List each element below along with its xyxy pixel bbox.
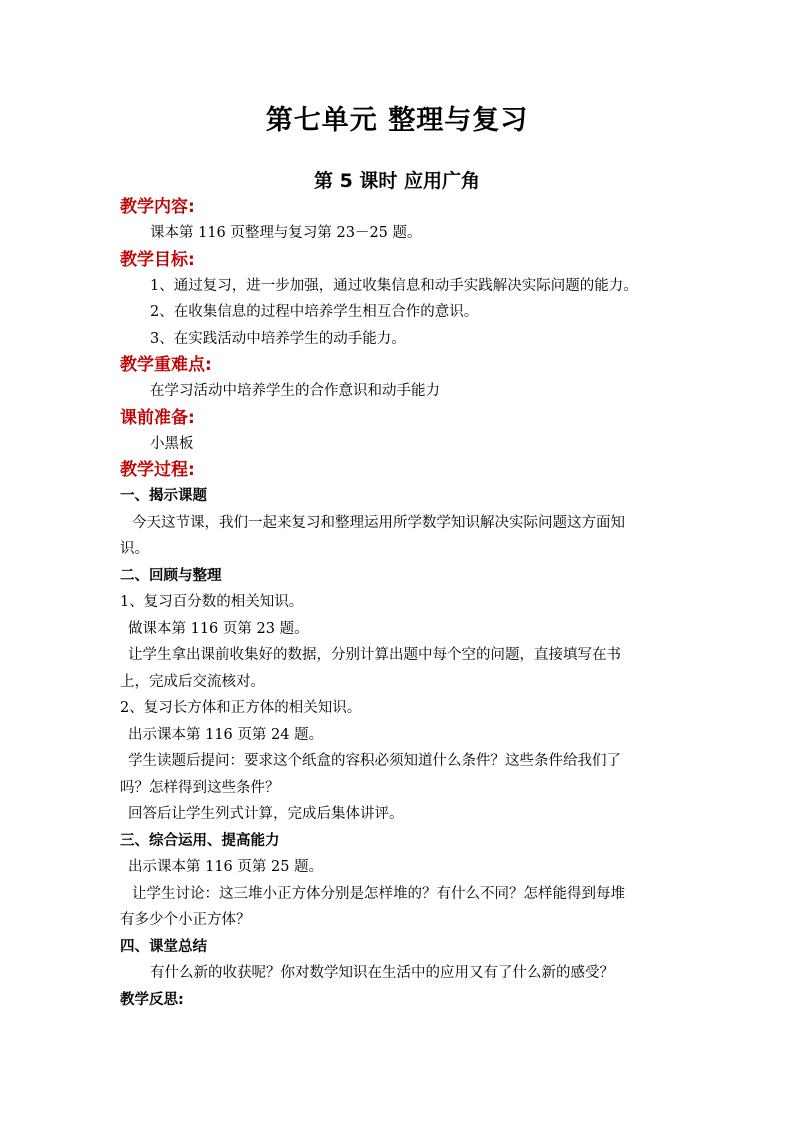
part2-item1-task: 做课本第 116 页第 23 题。 xyxy=(128,620,309,637)
preparation-heading: 课前准备: xyxy=(120,407,195,428)
part2-item2-task: 出示课本第 116 页第 24 题。 xyxy=(128,726,324,743)
key-points-text: 在学习活动中培养学生的合作意识和动手能力 xyxy=(150,383,440,399)
part4-title: 四、课堂总结 xyxy=(120,938,207,955)
goal-item: 1、通过复习，进一步加强，通过收集信息和动手实践解决实际问题的能力。 xyxy=(150,277,638,294)
teaching-content-text: 课本第 116 页整理与复习第 23－25 题。 xyxy=(150,225,422,241)
page-title: 第七单元 整理与复习 xyxy=(265,105,529,136)
part2-item2: 2、复习长方体和正方体的相关知识。 xyxy=(120,700,362,716)
part2-item1: 1、复习百分数的相关知识。 xyxy=(120,594,304,610)
reflection-heading: 教学反思: xyxy=(120,991,184,1008)
document-body xyxy=(120,194,680,1013)
part3-task: 出示课本第 116 页第 25 题。 xyxy=(128,859,324,875)
process-heading: 教学过程: xyxy=(120,460,195,480)
goal-item: 3、在实践活动中培养学生的动手能力。 xyxy=(150,330,406,347)
part2-item2-desc-line2: 吗？怎样得到这些条件？ xyxy=(120,779,280,796)
part2-item1-desc-line2: 上，完成后交流核对。 xyxy=(120,673,265,690)
part4-text: 有什么新的收获呢？你对数学知识在生活中的应用又有了什么新的感受？ xyxy=(150,965,614,981)
lesson-subtitle: 第 5 课时 应用广角 xyxy=(313,170,481,192)
part2-title: 二、回顾与整理 xyxy=(120,567,222,584)
part3-desc-line2: 有多少个小正方体？ xyxy=(120,912,251,928)
goal-item: 2、在收集信息的过程中培养学生相互合作的意识。 xyxy=(150,304,479,320)
part1-title: 一、揭示课题 xyxy=(120,488,207,504)
key-points-heading: 教学重难点: xyxy=(120,355,212,375)
part2-item2-desc-line1: 学生读题后提问：要求这个纸盒的容积必须知道什么条件？这些条件给我们了 xyxy=(128,753,621,769)
preparation-text: 小黑板 xyxy=(150,435,194,452)
part2-item1-desc-line1: 让学生拿出课前收集好的数据，分别计算出题中每个空的问题，直接填写在书 xyxy=(128,647,621,663)
part3-title: 三、综合运用、提高能力 xyxy=(120,832,280,849)
part3-desc-line1: 让学生讨论：这三堆小正方体分别是怎样堆的？有什么不同？怎样能得到每堆 xyxy=(132,885,625,902)
part1-text-line1: 今天这节课，我们一起来复习和整理运用所学数学知识解决实际问题这方面知 xyxy=(132,514,625,531)
part2-item2-summary: 回答后让学生列式计算，完成后集体讲评。 xyxy=(128,806,404,822)
teaching-content-heading: 教学内容: xyxy=(120,197,195,217)
teaching-goals-heading: 教学目标: xyxy=(120,249,195,270)
part1-text-line2: 识。 xyxy=(120,541,149,557)
